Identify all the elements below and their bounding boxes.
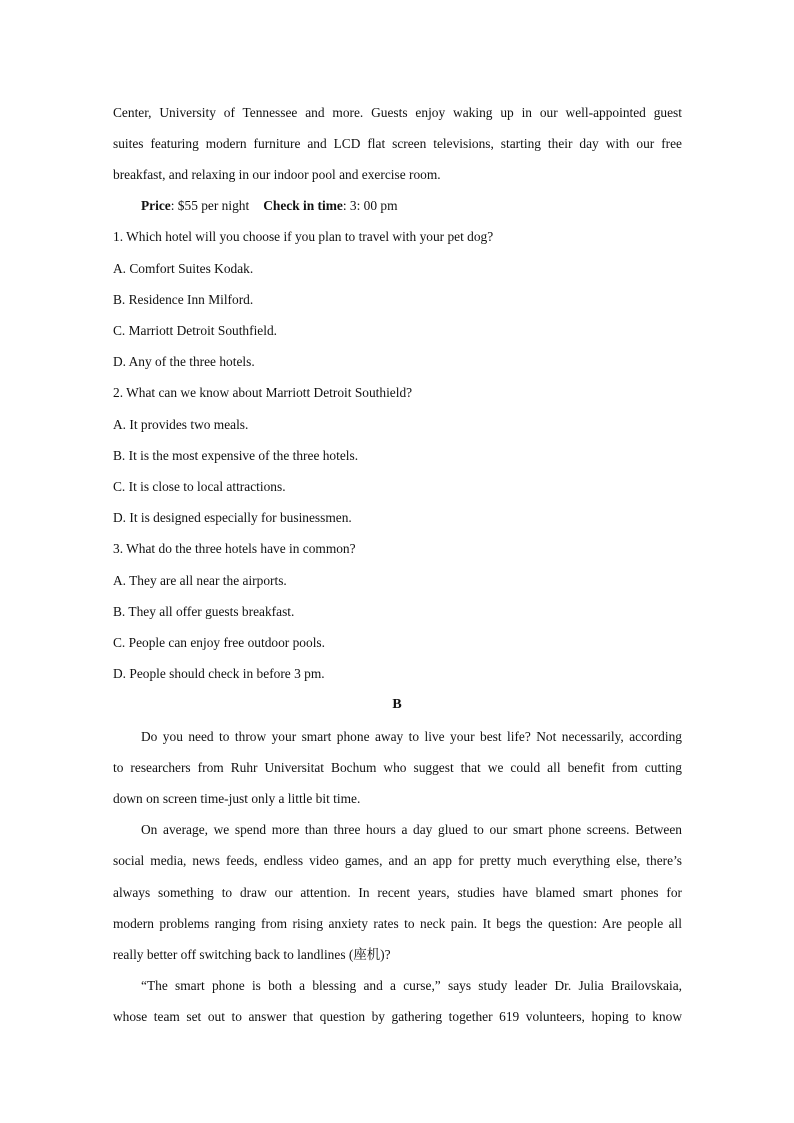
question-stem: 1. Which hotel will you choose if you plan to travel with your pet dog? [113,229,494,244]
passage-line: breakfast, and relaxing in our indoor pool and exercise room. [113,167,441,182]
answer-option: A. Comfort Suites Kodak. [113,261,254,276]
answer-option: A. It provides two meals. [113,417,249,432]
answer-option: C. Marriott Detroit Southfield. [113,323,278,338]
answer-option: B. Residence Inn Milford. [113,292,254,307]
answer-option: B. They all offer guests breakfast. [113,604,295,619]
answer-option: B. It is the most expensive of the three hotels. [113,448,359,463]
answer-option: A. They are all near the airports. [113,573,287,588]
passage-line: to researchers from Ruhr Universitat Bochum who suggest that we could all benefit from cutting [113,760,682,775]
passage-line: social media, news feeds, endless video games, and an app for pretty much everything else, there’s [113,853,682,868]
price-label: Price [141,198,171,213]
passage-line: down on screen time-just only a little bit time. [113,791,361,806]
answer-option: D. People should check in before 3 pm. [113,666,325,681]
question-stem: 2. What can we know about Marriott Detroit Southield? [113,385,413,400]
passage-line: really better off switching back to landlines (座机)? [113,947,391,962]
passage-line: On average, we spend more than three hours a day glued to our smart phone screens. Between [141,822,682,837]
passage-line: Do you need to throw your smart phone away to live your best life? Not necessarily, according [141,729,682,744]
price-value: : $55 per night [170,198,250,213]
answer-option: C. People can enjoy free outdoor pools. [113,635,325,650]
passage-line: suites featuring modern furniture and LCD flat screen televisions, starting their day with our free [113,136,682,151]
checkin-value: : 3: 00 pm [342,198,398,213]
answer-option: D. Any of the three hotels. [113,354,255,369]
answer-option: C. It is close to local attractions. [113,479,286,494]
passage-line: Center, University of Tennessee and more. Guests enjoy waking up in our well-appointed guest [113,105,682,120]
section-title: B [392,697,402,712]
passage-line: “The smart phone is both a blessing and a curse,” says study leader Dr. Julia Brailovskaia, [141,978,682,993]
hotel-info-line [141,197,682,215]
passage-line: always something to draw our attention. In recent years, studies have blamed smart phones for [113,885,682,900]
question-stem: 3. What do the three hotels have in common? [113,541,356,556]
answer-option: D. It is designed especially for businessmen. [113,510,352,525]
passage-line: modern problems ranging from rising anxiety rates to neck pain. It begs the question: Are people all [113,916,682,931]
checkin-label: Check in time [263,198,343,213]
passage-line: whose team set out to answer that question by gathering together 619 volunteers, hoping to know [113,1009,682,1024]
